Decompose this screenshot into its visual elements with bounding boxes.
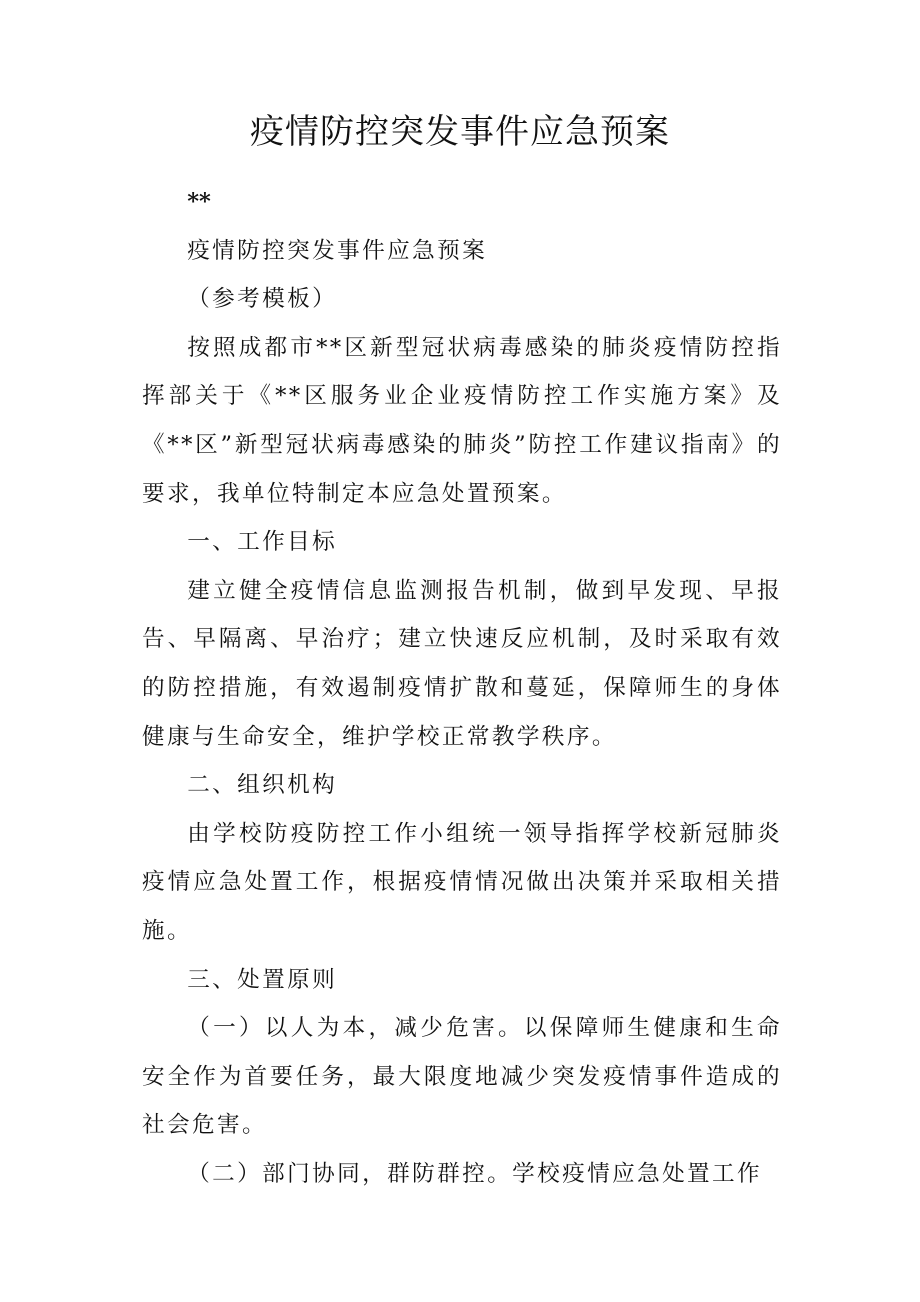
document-body — [142, 178, 782, 1198]
document-title: 疫情防控突发事件应急预案 — [250, 112, 670, 152]
unit-placeholder: ** — [187, 189, 211, 215]
principle-one-paragraph: （一）以人为本，减少危害。以保障师生健康和生命安全作为首要任务，最大限度地减少突发疫情事件造成的社会危害。 — [142, 1015, 782, 1139]
subtitle-paragraph: 疫情防控突发事件应急预案 — [187, 237, 488, 264]
section-heading-goals: 一、工作目标 — [187, 529, 338, 556]
principle-two-paragraph: （二）部门协同，群防群控。学校疫情应急处置工作 — [187, 1160, 763, 1187]
section-heading-principles: 三、处置原则 — [187, 966, 338, 993]
template-note: （参考模板） — [187, 286, 338, 313]
intro-paragraph: 按照成都市**区新型冠状病毒感染的肺炎疫情防控指挥部关于《**区服务业企业疫情防控工作实施方案》及《**区”新型冠状病毒感染的肺炎”防控工作建议指南》的要求，我单位特制定本应急处置预案。 — [142, 334, 782, 507]
section-heading-organization: 二、组织机构 — [187, 772, 338, 799]
organization-paragraph: 由学校防疫防控工作小组统一领导指挥学校新冠肺炎疫情应急处置工作，根据疫情情况做出决策并采取相关措施。 — [142, 820, 782, 944]
goals-paragraph: 建立健全疫情信息监测报告机制，做到早发现、早报告、早隔离、早治疗；建立快速反应机制，及时采取有效的防控措施，有效遏制疫情扩散和蔓延，保障师生的身体健康与生命安全，维护学校正常教学秩序。 — [142, 577, 782, 750]
